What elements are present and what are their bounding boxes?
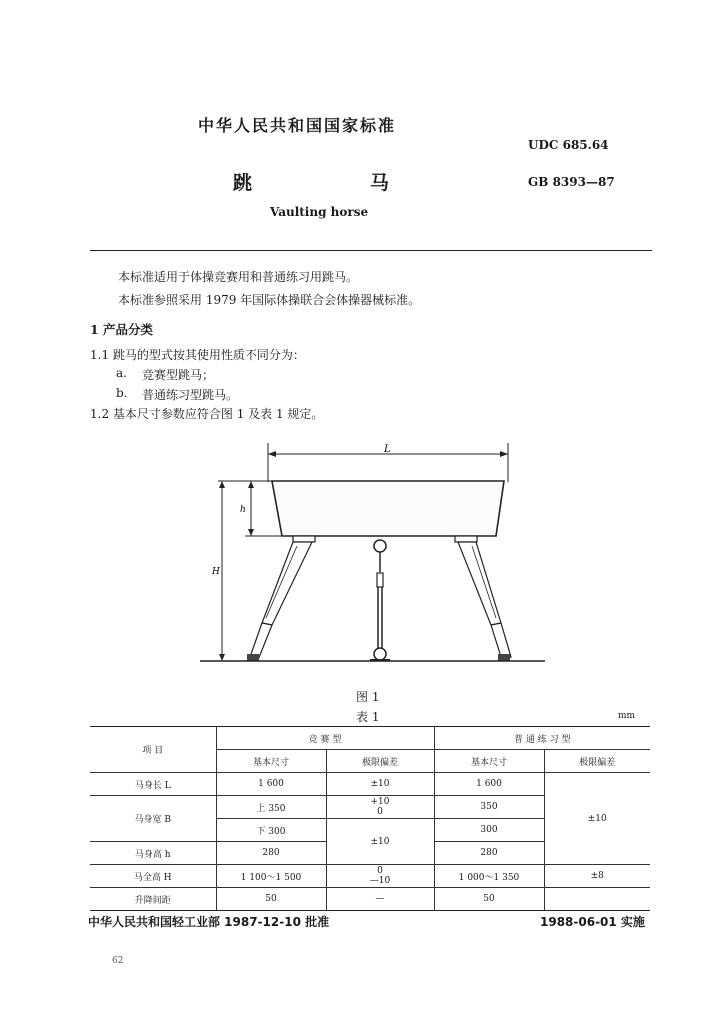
row-label-length: 马身长 L <box>90 773 216 796</box>
cell-value: 上 350 <box>216 796 326 819</box>
cell-value: 280 <box>434 842 544 865</box>
cell-value: 280 <box>216 842 326 865</box>
tol-plus: +10 <box>370 797 390 807</box>
tol-zero: 0 <box>377 866 383 876</box>
label-H: H <box>212 567 220 577</box>
implementation-date: 1988-06-01 实施 <box>540 915 645 929</box>
cell-value <box>326 796 434 819</box>
row-label-total: 马全高 H <box>90 865 216 888</box>
table-row <box>90 888 650 911</box>
cell-value: 350 <box>434 796 544 819</box>
cell-value: ±8 <box>544 865 650 888</box>
standard-title: 中华人民共和国国家标准 <box>198 116 397 135</box>
cell-value: 下 300 <box>216 819 326 842</box>
tol-minus: —10 <box>369 876 391 886</box>
row-label-width: 马身宽 B <box>90 796 216 842</box>
dimension-table <box>90 726 650 911</box>
table-row <box>90 865 650 888</box>
table-caption: 表 1 <box>356 710 380 724</box>
approval-line: 中华人民共和国轻工业部 1987-12-10 批准 <box>88 915 330 929</box>
row-label-lift: 升降间距 <box>90 888 216 911</box>
tol-zero: 0 <box>377 807 383 817</box>
cell-value: 1 000～1 350 <box>434 865 544 888</box>
cell-value: 300 <box>434 819 544 842</box>
item-1-1: 1.1 跳马的型式按其使用性质不同分为： <box>90 348 305 362</box>
item-b-text: 普通练习型跳马。 <box>142 388 239 402</box>
header-basic-size: 基本尺寸 <box>216 750 326 773</box>
cell-value: ±10 <box>326 819 434 865</box>
figure-caption: 图 1 <box>356 690 380 704</box>
header-competition: 竞 赛 型 <box>216 727 434 750</box>
horse-body <box>272 481 504 536</box>
left-leg <box>262 542 312 625</box>
item-a-text: 竞赛型跳马； <box>142 368 215 382</box>
header-item: 项 目 <box>90 727 216 773</box>
gb-number: GB 8393—87 <box>528 175 615 189</box>
item-1-2: 1.2 基本尺寸参数应符合图 1 及表 1 规定。 <box>90 407 324 421</box>
header-practice: 普 通 练 习 型 <box>434 727 650 750</box>
header-tolerance: 极限偏差 <box>326 750 434 773</box>
doc-title-left: 跳 <box>233 172 253 194</box>
udc-code: UDC 685.64 <box>528 138 609 152</box>
table-unit: mm <box>618 711 636 721</box>
english-title: Vaulting horse <box>270 205 369 219</box>
header-basic-size: 基本尺寸 <box>434 750 544 773</box>
cell-value <box>326 865 434 888</box>
cell-value: ±10 <box>544 773 650 865</box>
cell-value: 1 600 <box>434 773 544 796</box>
header-tolerance: 极限偏差 <box>544 750 650 773</box>
item-b-label: b. <box>116 386 128 400</box>
intro-line-2: 本标准参照采用 1979 年国际体操联合会体操器械标准。 <box>118 293 421 307</box>
cell-value: — <box>326 888 434 911</box>
table-row <box>90 727 650 750</box>
cell-value: 1 600 <box>216 773 326 796</box>
row-label-height: 马身高 h <box>90 842 216 865</box>
intro-line-1: 本标准适用于体操竞赛用和普通练习用跳马。 <box>118 270 359 284</box>
doc-title-right: 马 <box>370 172 390 194</box>
table-row <box>90 773 650 796</box>
cell-value: 1 100～1 500 <box>216 865 326 888</box>
cell-value: 50 <box>216 888 326 911</box>
cell-value: ±10 <box>326 773 434 796</box>
label-h: h <box>240 505 246 515</box>
label-L: L <box>384 444 391 455</box>
item-a-label: a. <box>116 366 127 380</box>
cell-value: 50 <box>434 888 544 911</box>
cell-value <box>544 888 650 911</box>
section-1-heading: 1 产品分类 <box>90 322 154 337</box>
page-number: 62 <box>112 956 124 966</box>
